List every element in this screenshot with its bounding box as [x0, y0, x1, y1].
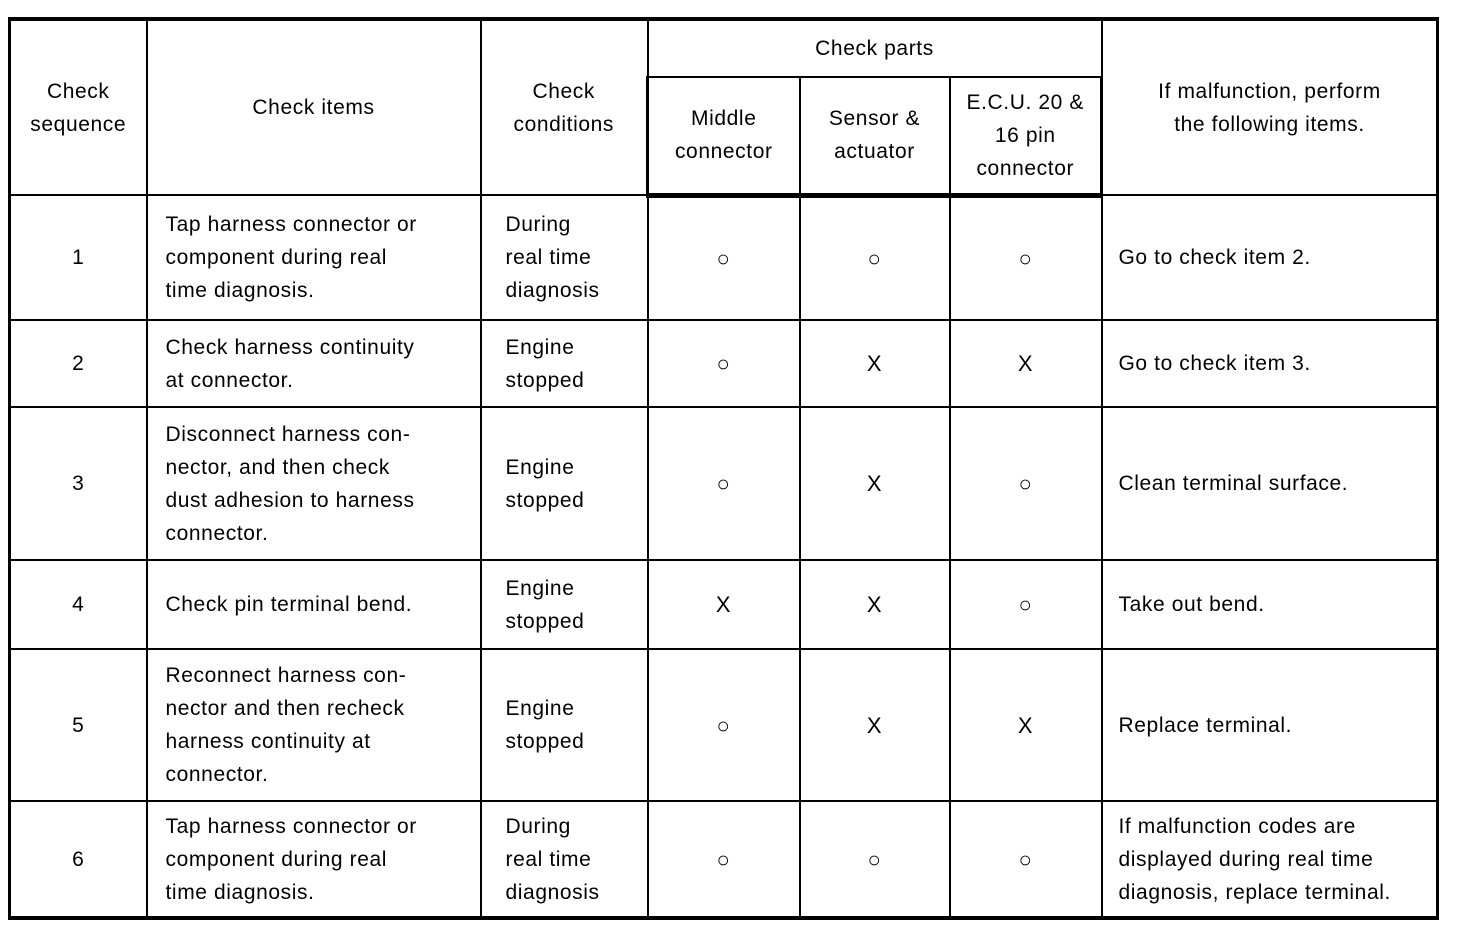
sensor-actuator-mark: X — [800, 320, 950, 407]
header-row-top — [10, 19, 1438, 77]
ecu-connector-mark: X — [950, 320, 1102, 407]
ecu-connector-mark: X — [950, 649, 1102, 801]
condition-cell: Engine stopped — [481, 407, 648, 560]
middle-connector-mark: ○ — [648, 801, 800, 918]
check-item-cell: Tap harness connector or component during real time diagnosis. — [147, 801, 481, 918]
sensor-actuator-mark: ○ — [800, 195, 950, 320]
sequence-cell: 5 — [10, 649, 147, 801]
table-row — [10, 407, 1438, 560]
middle-connector-mark: X — [648, 560, 800, 649]
sequence-cell: 1 — [10, 195, 147, 320]
check-item-cell: Disconnect harness con- nector, and then check dust adhesion to harness connector. — [147, 407, 481, 560]
header-check-parts: Check parts — [648, 19, 1102, 77]
action-cell: Go to check item 3. — [1102, 320, 1438, 407]
header-malfunction-action: If malfunction, perform the following items. — [1102, 19, 1438, 195]
sensor-actuator-mark: X — [800, 560, 950, 649]
header-middle-connector: Middle connector — [648, 77, 800, 195]
action-cell: Go to check item 2. — [1102, 195, 1438, 320]
table-row — [10, 801, 1438, 918]
header-ecu-connector: E.C.U. 20 & 16 pin connector — [950, 77, 1102, 195]
check-sequence-table — [8, 17, 1439, 920]
table-row — [10, 560, 1438, 649]
action-cell: If malfunction codes are displayed during real time diagnosis, replace terminal. — [1102, 801, 1438, 918]
table-row — [10, 649, 1438, 801]
check-table-container — [8, 17, 1439, 920]
sensor-actuator-mark: X — [800, 407, 950, 560]
table-row — [10, 320, 1438, 407]
ecu-connector-mark: ○ — [950, 801, 1102, 918]
check-item-cell: Reconnect harness con- nector and then recheck harness continuity at connector. — [147, 649, 481, 801]
sequence-cell: 6 — [10, 801, 147, 918]
ecu-connector-mark: ○ — [950, 407, 1102, 560]
header-check-items: Check items — [147, 19, 481, 195]
middle-connector-mark: ○ — [648, 649, 800, 801]
condition-cell: During real time diagnosis — [481, 195, 648, 320]
ecu-connector-mark: ○ — [950, 560, 1102, 649]
check-item-cell: Check pin terminal bend. — [147, 560, 481, 649]
header-check-sequence: Check sequence — [10, 19, 147, 195]
condition-cell: Engine stopped — [481, 649, 648, 801]
check-item-cell: Tap harness connector or component during real time diagnosis. — [147, 195, 481, 320]
middle-connector-mark: ○ — [648, 407, 800, 560]
sequence-cell: 4 — [10, 560, 147, 649]
sensor-actuator-mark: ○ — [800, 801, 950, 918]
header-sensor-actuator: Sensor & actuator — [800, 77, 950, 195]
sequence-cell: 2 — [10, 320, 147, 407]
action-cell: Clean terminal surface. — [1102, 407, 1438, 560]
check-item-cell: Check harness continuity at connector. — [147, 320, 481, 407]
sensor-actuator-mark: X — [800, 649, 950, 801]
condition-cell: Engine stopped — [481, 560, 648, 649]
condition-cell: During real time diagnosis — [481, 801, 648, 918]
middle-connector-mark: ○ — [648, 195, 800, 320]
sequence-cell: 3 — [10, 407, 147, 560]
action-cell: Take out bend. — [1102, 560, 1438, 649]
table-row — [10, 195, 1438, 320]
middle-connector-mark: ○ — [648, 320, 800, 407]
condition-cell: Engine stopped — [481, 320, 648, 407]
action-cell: Replace terminal. — [1102, 649, 1438, 801]
ecu-connector-mark: ○ — [950, 195, 1102, 320]
header-check-conditions: Check conditions — [481, 19, 648, 195]
